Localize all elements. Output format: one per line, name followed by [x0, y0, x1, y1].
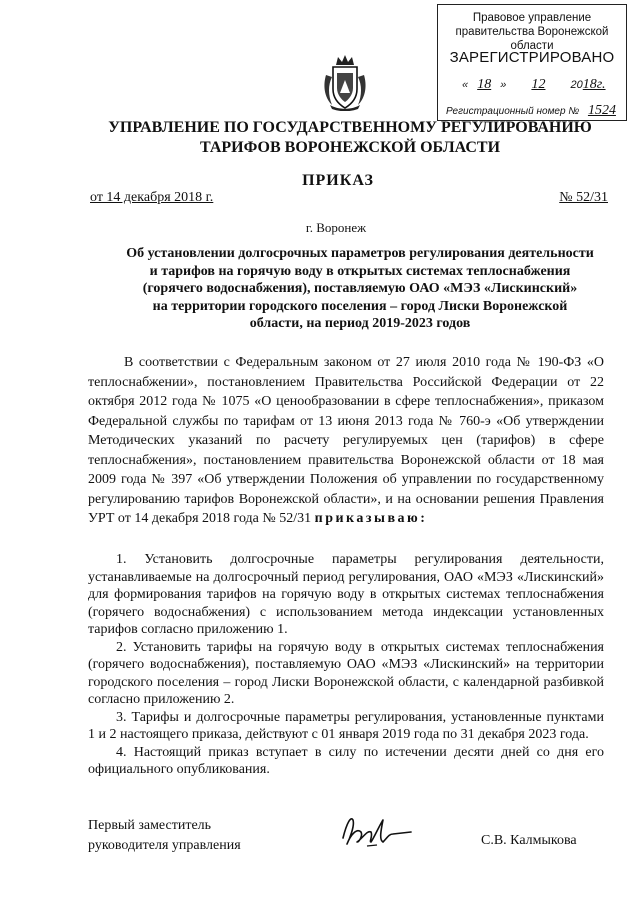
order-item: 3. Тарифы и долгосрочные параметры регулирования, установленные пунктами 1 и 2 настоящего приказа, действуют с 01 января 2019 года по 31 декабря 2023 года. — [88, 709, 604, 742]
stamp-date-day: 18 — [477, 77, 492, 92]
stamp-reg-value: 1524 — [587, 103, 616, 118]
handwritten-signature — [337, 812, 417, 857]
signatory-position — [88, 816, 241, 855]
signatory-position-line-1: Первый заместитель — [88, 818, 212, 833]
stamp-date-quote-open: « — [462, 79, 469, 91]
department-line-1: УПРАВЛЕНИЕ ПО ГОСУДАРСТВЕННОМУ РЕГУЛИРОВАНИЮ — [108, 119, 592, 136]
subject-line: Об установлении долгосрочных параметров регулирования деятельности — [126, 246, 594, 261]
department-name — [50, 118, 640, 158]
stamp-registered-label: ЗАРЕГИСТРИРОВАНО — [449, 49, 615, 66]
subject-line: и тарифов на горячую воду в открытых системах теплоснабжения — [149, 263, 571, 279]
stamp-date-year-prefix: 20 — [570, 79, 583, 91]
order-item: 1. Установить долгосрочные параметры регулирования деятельности, устанавливаемые на долгосрочный период регулирования, ОАО «МЭЗ «Лискинский» для формирования тарифов на горячую воду в открытых системах теплоснабжения (горячего водоснабжения) с использованием метода индексации установленных тарифов согласно приложению 1. — [88, 552, 604, 637]
city: г. Воронеж — [305, 220, 367, 235]
subject-line: на территории городского поселения – город Лиски Воронежской — [152, 298, 568, 314]
stamp-reg-number — [446, 103, 622, 119]
stamp-date-month: 12 — [531, 77, 546, 92]
order-number: № 52/31 — [559, 190, 608, 205]
stamp-date-quote-close: » — [500, 79, 507, 91]
stamp-organization: Правовое управление правительства Воронежской области — [455, 12, 609, 52]
document-type: ПРИКАЗ — [302, 172, 374, 189]
department-line-2: ТАРИФОВ ВОРОНЕЖСКОЙ ОБЛАСТИ — [199, 139, 501, 156]
command-word: приказываю: — [314, 511, 428, 526]
preamble — [88, 353, 604, 529]
order-item: 2. Установить тарифы на горячую воду в открытых системах теплоснабжения (горячего водоснабжения), поставляемую ОАО «МЭЗ «Лискинский» на территории городского поселения – город Лиски Воронежской области, с календарной разбивкой согласно приложению 2. — [88, 639, 604, 707]
stamp-date — [462, 77, 606, 93]
order-items — [88, 551, 604, 779]
order-subject — [100, 245, 620, 333]
subject-line: (горячего водоснабжения), поставляемую ОАО «МЭЗ «Лискинский» — [142, 281, 578, 297]
order-item: 4. Настоящий приказ вступает в силу по истечении десяти дней со дня его официального опубликования. — [88, 744, 604, 777]
registration-stamp — [437, 4, 627, 121]
order-date: от 14 декабря 2018 г. — [90, 190, 214, 205]
subject-line: области, на период 2019-2023 годов — [249, 316, 471, 332]
stamp-date-year-suffix: 18г. — [582, 77, 606, 92]
coat-of-arms-icon — [322, 53, 368, 116]
signatory-position-line-2: руководителя управления — [88, 837, 241, 853]
stamp-reg-label: Регистрационный номер № — [446, 106, 580, 117]
preamble-text: В соответствии с Федеральным законом от 27 июля 2010 года № 190-ФЗ «О теплоснабжении», постановлением Правительства Российской Федерации от 22 октября 2012 года № 1075 «О ценообразовании в сфере теплоснабжения», приказом Федеральной службы по тарифам от 13 июня 2013 года № 760-э «Об утверждении Методических указаний по расчету регулируемых цен (тарифов) в сфере теплоснабжения», постановлением правительства Воронежской области от 18 мая 2009 года № 397 «Об утверждении Положения об управлении по государственному регулированию тарифов Воронежской области», и на основании решения Правления УРТ от 14 декабря 2018 года № 52/31 — [88, 355, 604, 526]
preamble-paragraph — [88, 353, 604, 529]
signatory-name: С.В. Калмыкова — [481, 833, 577, 848]
